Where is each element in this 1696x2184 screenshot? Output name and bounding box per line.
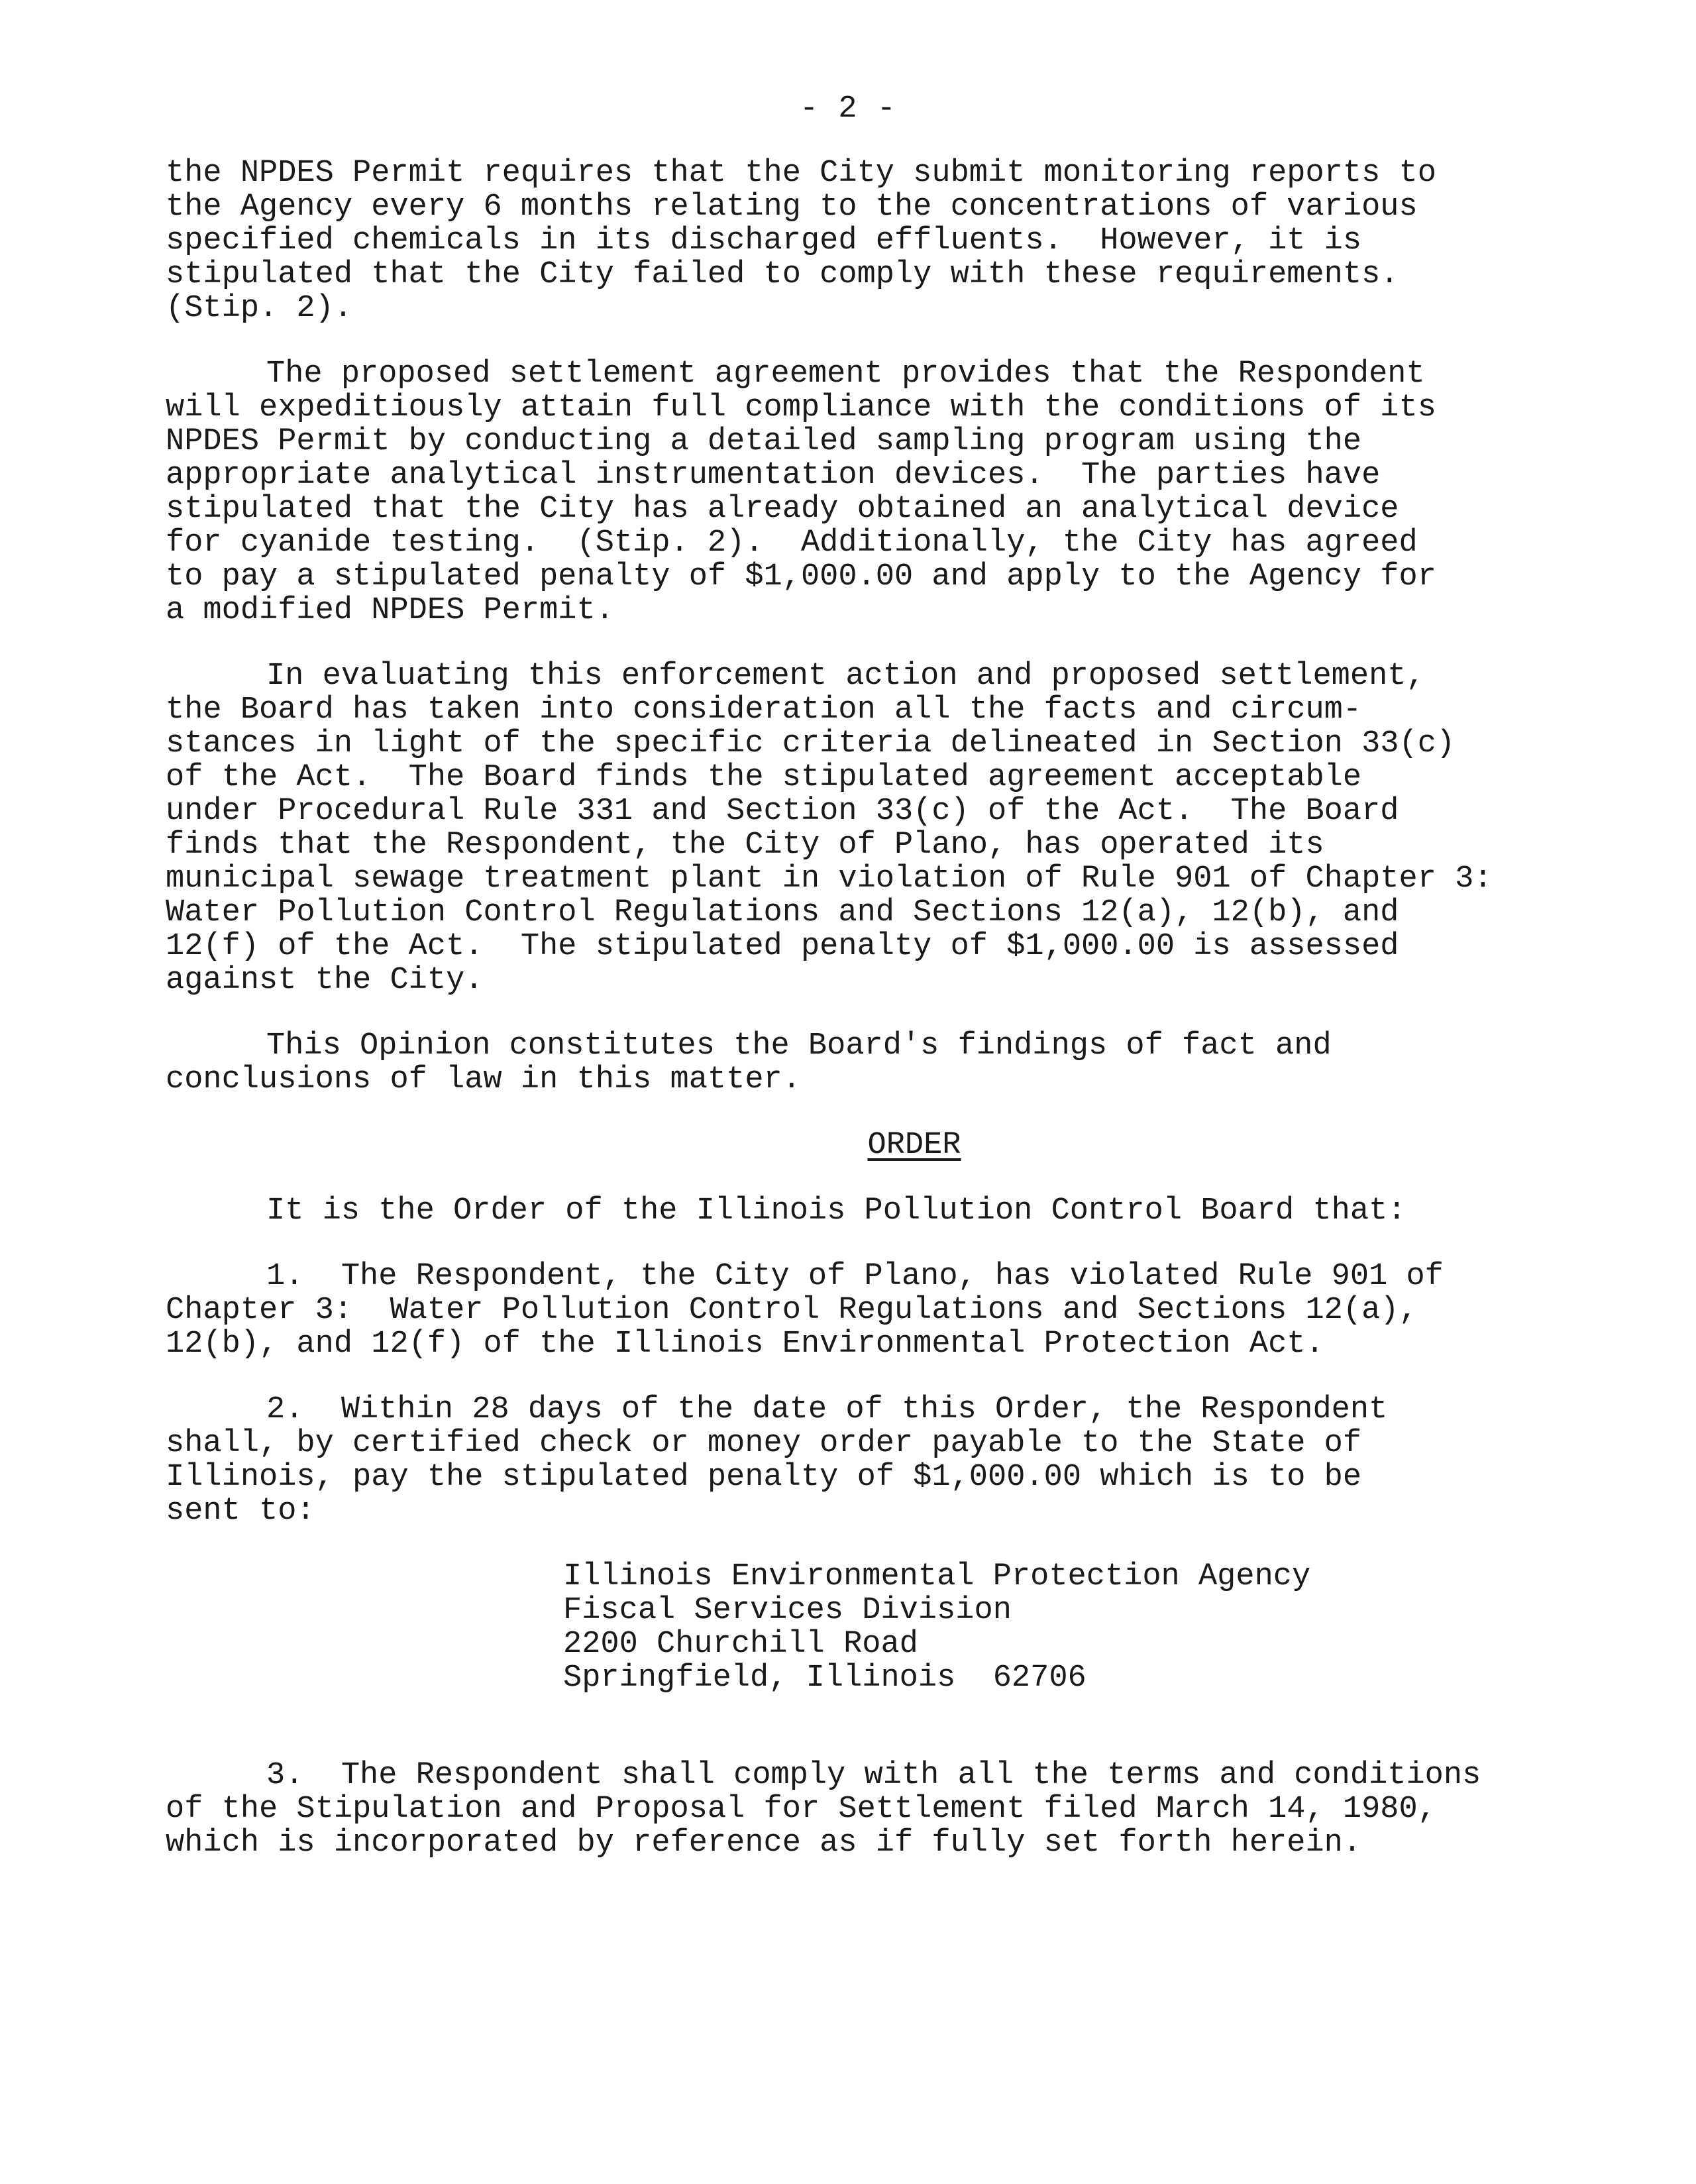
- text-line: In evaluating this enforcement action and proposed settlement,: [266, 659, 1425, 694]
- text-line: of the Act. The Board finds the stipulated agreement acceptable: [166, 760, 1362, 795]
- text-line: municipal sewage treatment plant in violation of Rule 901 of Chapter 3:: [166, 861, 1493, 897]
- text-line: 12(b), and 12(f) of the Illinois Environmental Protection Act.: [166, 1327, 1324, 1362]
- order-item-1: [166, 1260, 1643, 1361]
- paragraph-settlement-agreement: [166, 357, 1643, 628]
- text-line: specified chemicals in its discharged effluents. However, it is: [166, 223, 1362, 258]
- text-line: 3. The Respondent shall comply with all the terms and conditions: [266, 1758, 1481, 1793]
- text-line: for cyanide testing. (Stip. 2). Additionally, the City has agreed: [166, 525, 1418, 561]
- text-line: stipulated that the City has already obtained an analytical device: [166, 492, 1399, 527]
- text-line: stipulated that the City failed to comply with these requirements.: [166, 257, 1399, 292]
- text-line: against the City.: [166, 963, 484, 998]
- text-line: shall, by certified check or money order payable to the State of: [166, 1426, 1362, 1461]
- page-number: - 2 -: [799, 91, 897, 127]
- text-line: the Board has taken into consideration all the facts and circum-: [166, 692, 1362, 728]
- text-line: the NPDES Permit requires that the City submit monitoring reports to: [166, 156, 1436, 191]
- order-heading: ORDER: [867, 1128, 961, 1163]
- text-line: Illinois, pay the stipulated penalty of $1,000.00 which is to be: [166, 1460, 1362, 1495]
- text-line: NPDES Permit by conducting a detailed sampling program using the: [166, 424, 1362, 459]
- text-line: Chapter 3: Water Pollution Control Regulations and Sections 12(a),: [166, 1293, 1418, 1328]
- text-line: which is incorporated by reference as if fully set forth herein.: [166, 1826, 1362, 1861]
- text-line: The proposed settlement agreement provides that the Respondent: [266, 356, 1425, 392]
- text-line: the Agency every 6 months relating to the concentrations of various: [166, 190, 1418, 225]
- text-line: under Procedural Rule 331 and Section 33(c) of the Act. The Board: [166, 794, 1399, 829]
- paragraph-permit-requirements: [166, 156, 1643, 325]
- text-line: conclusions of law in this matter.: [166, 1062, 801, 1097]
- text-line: 2. Within 28 days of the date of this Order, the Respondent: [266, 1392, 1388, 1427]
- address-line: Springfield, Illinois 62706: [563, 1661, 1086, 1696]
- text-line: 12(f) of the Act. The stipulated penalty of $1,000.00 is assessed: [166, 929, 1399, 964]
- paragraph-board-evaluation: [166, 659, 1643, 997]
- agency-address: [563, 1560, 1643, 1695]
- text-line: to pay a stipulated penalty of $1,000.00 and apply to the Agency for: [166, 559, 1436, 594]
- text-line: This Opinion constitutes the Board's findings of fact and: [266, 1028, 1332, 1064]
- text-line: appropriate analytical instrumentation devices. The parties have: [166, 458, 1381, 493]
- text-line: finds that the Respondent, the City of Plano, has operated its: [166, 828, 1324, 863]
- order-item-2: [166, 1393, 1643, 1528]
- paragraph-opinion-findings: [166, 1029, 1643, 1097]
- text-line: of the Stipulation and Proposal for Settlement filed March 14, 1980,: [166, 1792, 1436, 1827]
- text-line: (Stip. 2).: [166, 291, 353, 326]
- text-line: stances in light of the specific criteria delineated in Section 33(c): [166, 726, 1456, 761]
- address-line: 2200 Churchill Road: [563, 1627, 918, 1662]
- text-line: will expeditiously attain full compliance with the conditions of its: [166, 390, 1436, 425]
- text-line: It is the Order of the Illinois Pollution Control Board that:: [266, 1193, 1406, 1228]
- text-line: a modified NPDES Permit.: [166, 593, 614, 628]
- order-intro: [166, 1194, 1643, 1228]
- text-line: sent to:: [166, 1494, 315, 1529]
- text-line: 1. The Respondent, the City of Plano, has violated Rule 901 of: [266, 1259, 1444, 1294]
- document-body: [166, 156, 1643, 1892]
- text-line: Water Pollution Control Regulations and Sections 12(a), 12(b), and: [166, 895, 1399, 930]
- order-item-3: [166, 1759, 1643, 1860]
- address-line: Fiscal Services Division: [563, 1593, 1012, 1628]
- address-line: Illinois Environmental Protection Agency: [563, 1559, 1311, 1594]
